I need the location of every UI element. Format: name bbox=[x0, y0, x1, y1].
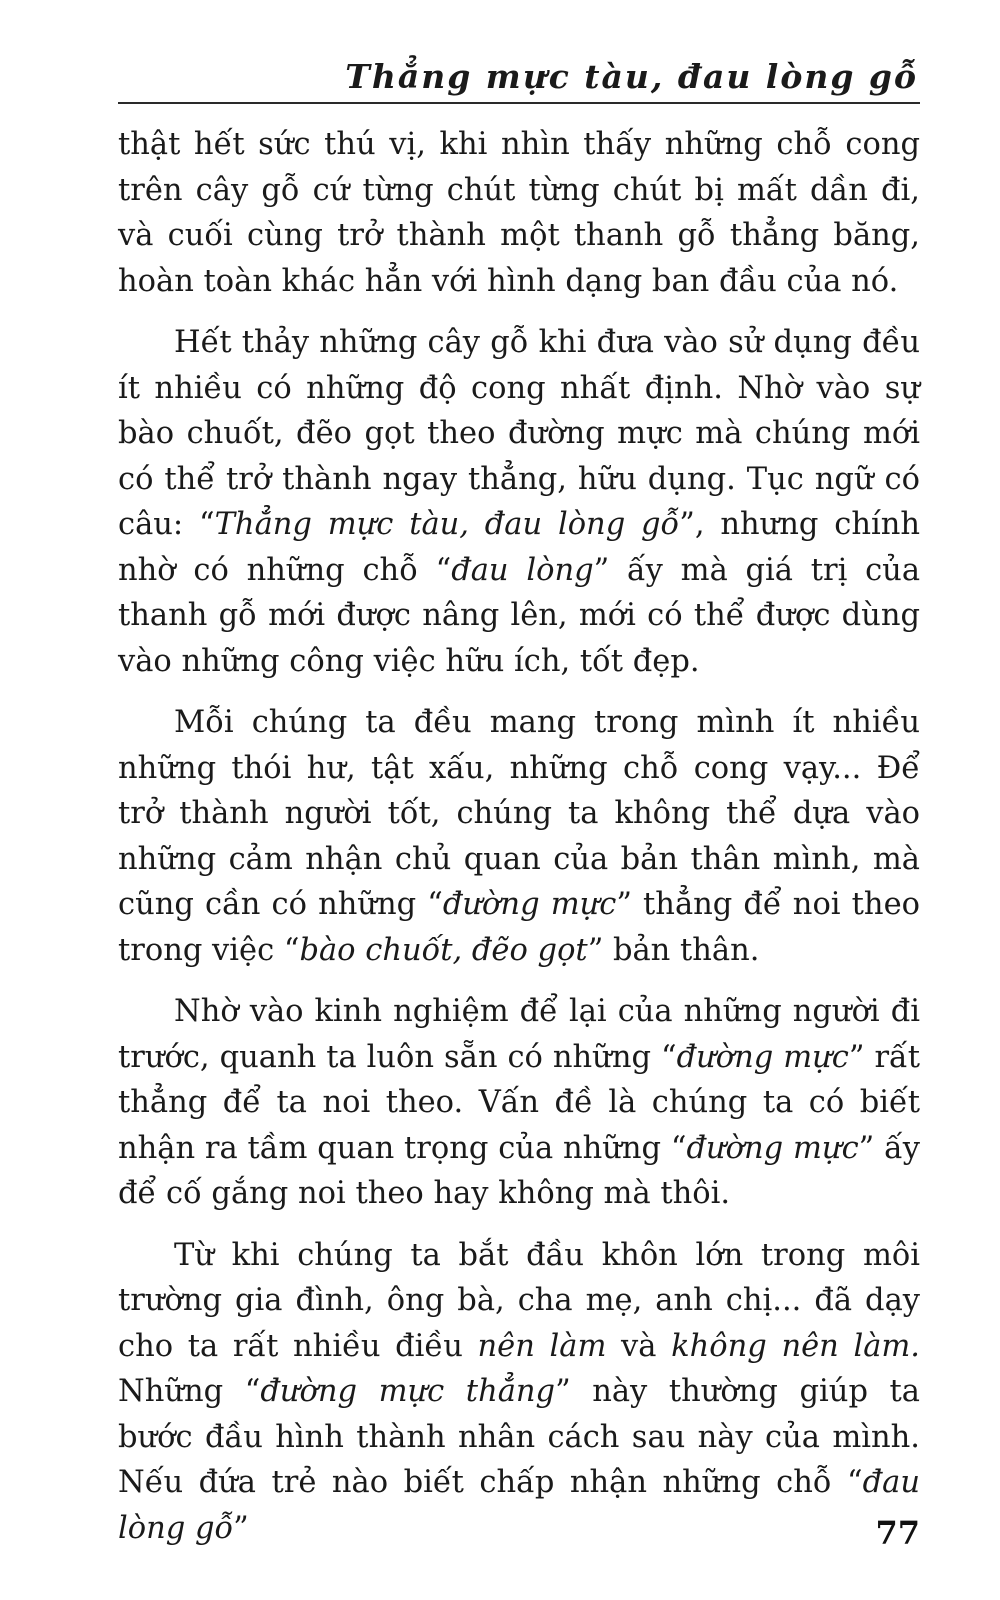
body-text bbox=[118, 122, 920, 1567]
paragraph-3 bbox=[118, 700, 920, 973]
text-segment: ” thẳng để noi theo trong việc “ bbox=[118, 887, 920, 968]
text-segment: Những “ bbox=[118, 1374, 261, 1409]
paragraph-4 bbox=[118, 989, 920, 1217]
text-segment: Mỗi chúng ta đều mang trong mình ít nhiều những thói hư, tật xấu, những chỗ cong vạy... Để trở thành người tốt, chúng ta không thể dựa vào những cảm nhận chủ quan của bản thân mình, mà cũng cần có những “ bbox=[118, 705, 920, 922]
italic-phrase: đường mực bbox=[686, 1130, 859, 1166]
text-segment: ” bản thân. bbox=[587, 932, 760, 968]
text-segment: ” bbox=[233, 1510, 249, 1546]
text-segment: và bbox=[606, 1328, 672, 1364]
text-segment: ”, nhưng chính nhờ có những chỗ “ bbox=[118, 507, 921, 588]
running-header bbox=[118, 44, 920, 104]
paragraph-5 bbox=[118, 1233, 920, 1552]
italic-phrase: đau lòng bbox=[451, 552, 594, 588]
text-segment: thật hết sức thú vị, khi nhìn thấy những chỗ cong trên cây gỗ cứ từng chút từng chút bị mất dần đi, và cuối cùng trở thành một thanh gỗ thẳng băng, hoàn toàn khác hẳn với hình dạng ban đầu của nó. bbox=[118, 127, 920, 299]
italic-phrase: đau lòng gỗ bbox=[118, 1465, 920, 1546]
italic-phrase: nên làm bbox=[477, 1328, 607, 1364]
italic-phrase: đường mực bbox=[442, 887, 617, 922]
italic-phrase: Thẳng mực tàu, đau lòng gỗ bbox=[214, 507, 680, 542]
text-segment: Hết thảy những cây gỗ khi đưa vào sử dụng đều ít nhiều có những độ cong nhất định. Nhờ vào sự bào chuốt, đẽo gọt theo đường mực mà chúng mới có thể trở thành ngay thẳng, hữu dụng. Tục ngữ có câu: “ bbox=[118, 325, 920, 542]
page-number: 77 bbox=[875, 1514, 920, 1552]
text-segment: ” ấy để cố gắng noi theo hay không mà thôi. bbox=[118, 1130, 920, 1211]
running-title: Thẳng mực tàu, đau lòng gỗ bbox=[345, 57, 918, 96]
text-segment: ” này thường giúp ta bước đầu hình thành nhân cách sau này của mình. Nếu đứa trẻ nào biết chấp nhận những chỗ “ bbox=[118, 1374, 920, 1500]
italic-phrase: đường mực thẳng bbox=[260, 1374, 556, 1409]
text-segment: Từ khi chúng ta bắt đầu khôn lớn trong môi trường gia đình, ông bà, cha mẹ, anh chị... đã dạy cho ta rất nhiều điều bbox=[118, 1237, 920, 1364]
paragraph-1 bbox=[118, 122, 920, 304]
italic-phrase: bào chuốt, đẽo gọt bbox=[299, 932, 588, 968]
text-segment: ” rất thẳng để ta noi theo. Vấn đề là chúng ta có biết nhận ra tầm quan trọng của những “ bbox=[118, 1039, 920, 1166]
text-segment: Nhờ vào kinh nghiệm để lại của những người đi trước, quanh ta luôn sẵn có những “ bbox=[118, 994, 920, 1075]
italic-phrase: không nên làm. bbox=[671, 1328, 920, 1364]
paragraph-2 bbox=[118, 320, 920, 684]
italic-phrase: đường mực bbox=[676, 1039, 849, 1075]
text-segment: ” ấy mà giá trị của thanh gỗ mới được nâng lên, mới có thể được dùng vào những công việc hữu ích, tốt đẹp. bbox=[118, 552, 921, 679]
